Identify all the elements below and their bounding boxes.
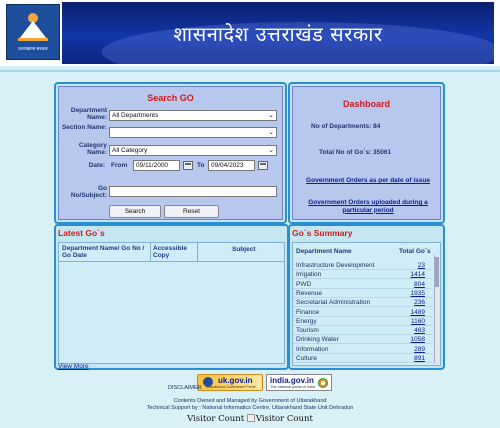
department-name-cell: Culture (296, 355, 317, 362)
calendar-icon[interactable] (183, 161, 193, 170)
column-header-subject: Subject (232, 246, 256, 253)
latest-gos-title: Latest Go`s (58, 228, 105, 238)
department-name-cell: Information (296, 345, 329, 353)
search-button[interactable]: Search (109, 205, 161, 218)
site-header (0, 0, 500, 66)
uk-gov-portal-logo[interactable]: uk.gov.in Uttarakhand Government Portal (197, 374, 263, 391)
table-row (293, 345, 433, 354)
disclaimer-link[interactable]: DISCLAIMER (168, 385, 202, 391)
dashboard-title: Dashboard (342, 99, 390, 109)
table-row (293, 289, 433, 298)
header-divider (0, 70, 500, 72)
banner-title: शासनादेश उत्तराखंड सरकार (173, 22, 383, 46)
section-label: Section Name: (61, 124, 107, 131)
footer-support-text: Technical Support by : National Informatics Centre, Uttarakhand State Unit Dehradun (146, 405, 354, 411)
broken-image-icon (247, 414, 255, 422)
total-gos-link[interactable]: 804 (414, 280, 425, 288)
go-subject-label: Go No/Subject: (70, 185, 107, 199)
header-banner (62, 2, 494, 64)
to-date-input[interactable]: 09/04/2023 (208, 160, 255, 171)
column-header-total-gos: Total Go`s (399, 248, 431, 255)
from-label: From (111, 162, 128, 169)
table-row (293, 270, 433, 279)
table-row (293, 335, 433, 344)
gos-by-issue-date-link[interactable]: Government Orders as per date of issue (306, 177, 430, 184)
latest-gos-panel (54, 224, 289, 370)
department-name-cell: Tourism (296, 327, 319, 335)
total-gos-link[interactable]: 289 (414, 345, 425, 353)
table-row (293, 317, 433, 326)
date-label: Date: (88, 162, 105, 169)
calendar-icon[interactable] (258, 161, 268, 170)
departments-count: No of Departments: 84 (311, 123, 381, 130)
total-gos-link[interactable]: 1058 (410, 336, 425, 344)
emblem-icon (16, 13, 50, 43)
chevron-down-icon: ⌄ (268, 147, 274, 154)
category-select[interactable]: All Category ⌄ (109, 145, 277, 156)
column-header-accessible-copy: Accessible Copy (153, 245, 187, 259)
uttarakhand-govt-logo[interactable] (6, 4, 60, 60)
total-gos-link[interactable]: 463 (414, 327, 425, 335)
from-date-input[interactable]: 09/11/2000 (133, 160, 180, 171)
reset-button[interactable]: Reset (164, 205, 219, 218)
view-more-link[interactable]: View More (58, 363, 89, 370)
department-name-cell: Drinking Water (296, 336, 339, 344)
table-row (293, 326, 433, 335)
search-go-panel (54, 82, 287, 224)
india-gov-portal-logo[interactable]: india.gov.in The national portal of India (266, 374, 332, 391)
total-gos-link[interactable]: 891 (414, 355, 425, 362)
table-row (293, 354, 433, 363)
department-name-cell: Irrigation (296, 271, 322, 279)
category-label: Category Name: (78, 142, 107, 156)
latest-gos-table (58, 242, 285, 364)
section-select[interactable] (109, 127, 277, 138)
gos-summary-panel (288, 224, 445, 370)
department-name-cell: Secretariat Administration (296, 299, 371, 307)
department-label: Department Name: (70, 107, 107, 121)
summary-scrollbar[interactable] (434, 255, 439, 363)
logo-caption: उत्तराखण्ड सरकार (18, 45, 48, 51)
total-gos-link[interactable]: 1489 (410, 308, 425, 316)
column-header-department-name: Department Name (296, 248, 352, 255)
table-row (293, 261, 433, 270)
total-gos-link[interactable]: 1160 (411, 317, 425, 325)
gos-uploaded-period-link[interactable]: Government Orders uploaded during a particular period (308, 199, 428, 214)
chevron-down-icon: ⌄ (268, 112, 274, 119)
total-gos-link[interactable]: 1935 (410, 289, 425, 297)
go-subject-input[interactable] (109, 186, 277, 197)
department-name-cell: Infrastructure Development (296, 262, 375, 269)
visitor-count: Visitor Count Visitor Count (187, 414, 313, 424)
search-go-title: Search GO (147, 93, 194, 103)
india-portal-emblem-icon (318, 378, 328, 388)
gos-summary-table (292, 242, 441, 366)
to-label: To (197, 162, 205, 169)
dashboard-panel (288, 82, 445, 224)
department-select[interactable]: All Departments ⌄ (109, 110, 277, 121)
department-name-cell: Finance (296, 308, 320, 316)
chevron-down-icon: ⌄ (268, 129, 274, 136)
total-gos-link[interactable]: 23 (417, 262, 425, 269)
table-row (293, 298, 433, 307)
table-row (293, 280, 433, 289)
total-gos-count: Total No of Go`s: 35061 (319, 149, 392, 156)
department-name-cell: Revenue (296, 289, 323, 297)
department-name-cell: PWD (296, 280, 312, 288)
total-gos-link[interactable]: 236 (414, 299, 425, 307)
column-header-department: Department Name/ Go No / Go Date (62, 245, 145, 259)
gos-summary-title: Go`s Summary (292, 228, 353, 238)
department-name-cell: Energy (296, 317, 317, 325)
table-row (293, 308, 433, 317)
total-gos-link[interactable]: 1414 (410, 271, 425, 279)
footer-ownership-text: Contents Owned and Managed by Government of Uttarakhand (173, 398, 327, 404)
